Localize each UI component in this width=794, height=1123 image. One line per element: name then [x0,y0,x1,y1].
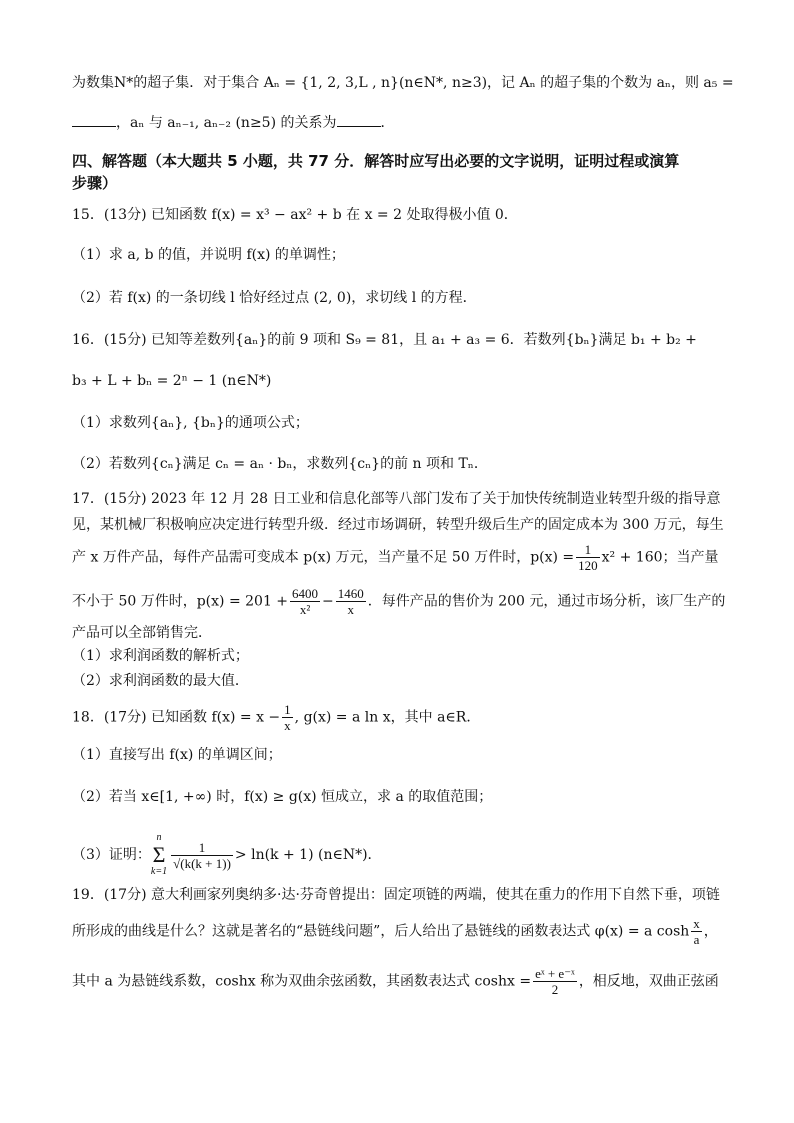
question-17-line-5: 产品可以全部销售完． [72,625,212,641]
text-fragment: （3）证明： [72,847,151,863]
fraction-1-over-x: $\frac{1}{x}$ [284,702,291,733]
text-fragment: ， [703,923,718,940]
fraction-6400-over-x2: $\frac{6400}{\text{x²}}$ [292,586,319,617]
question-19-line-3 [72,966,732,997]
text-fragment: 18．(17分) 已知函数 f(x) = x − [72,709,281,726]
question-16-part-1: （1）求数列{aₙ}, {bₙ}的通项公式； [72,415,309,431]
text-fragment: ，相反地，双曲正弦函 [578,973,719,990]
question-17-line-3 [72,542,732,573]
text-line-1: 为数集N*的超子集．对于集合 Aₙ = {1, 2, 3,L , n}(n∈N*, n≥3)，记 Aₙ 的超子集的个数为 aₙ，则 a₅ = [72,75,734,91]
question-19-line-2 [72,916,732,947]
answer-blank-2[interactable] [337,112,381,127]
fraction-1-over-120: $\frac{1}{120}$ [578,542,598,573]
question-16-part-2: （2）若数列{cₙ}满足 cₙ = aₙ · bₙ，求数列{cₙ}的前 n 项和 Tₙ． [72,456,488,472]
fraction-x-over-a: $\frac{x}{a}$ [693,916,700,947]
question-15-part-2: （2）若 f(x) 的一条切线 l 恰好经过点 (2, 0)，求切线 l 的方程． [72,290,477,306]
question-18-part-2: （2）若当 x∈[1, +∞) 时，f(x) ≥ g(x) 恒成立，求 a 的取值范围； [72,789,493,805]
text-fragment: ．每件产品的售价为 200 元，通过市场分析，该厂生产的 [367,593,726,610]
question-18-part-1: （1）直接写出 f(x) 的单调区间； [72,747,282,763]
question-16-cont: b₃ + L + bₙ = 2ⁿ − 1 (n∈N*) [72,373,272,389]
text-fragment: − [322,593,334,610]
fraction-sqrt: $\frac{1}{√(k(k + 1))}$ [173,839,231,871]
answer-blank-1[interactable] [72,112,116,127]
text-line-2 [72,112,732,134]
text-fragment: x² + 160；当产量 [601,549,719,566]
section-heading-cont: 步骤） [72,174,118,192]
question-18 [72,702,732,733]
question-17-part-1: （1）求利润函数的解析式； [72,648,249,664]
text-fragment: 不小于 50 万件时，p(x) = 201 + [72,593,289,610]
question-18-part-3 [72,832,732,878]
text-fragment: , g(x) = a ln x，其中 a∈R． [294,709,481,726]
fraction-1460-over-x: $\frac{1460}{x}$ [337,586,364,617]
question-16: 16．(15分) 已知等差数列{aₙ}的前 9 项和 S₉ = 81，且 a₁ + a₃ = 6．若数列{bₙ}满足 b₁ + b₂ + [72,332,697,348]
text-fragment: 产 x 万件产品，每件产品需可变成本 p(x) 万元，当产量不足 50 万件时，p(x) = [72,549,575,566]
fraction-cosh: $\frac{\text{eˣ + e⁻ˣ}}{2}$ [535,966,575,997]
question-17-line-2: 见，某机械厂积极响应决定进行转型升级．经过市场调研，转型升级后生产的固定成本为 300 万元，每生 [72,517,724,533]
question-19: 19．(17分) 意大利画家列奥纳多·达·芬奇曾提出：固定项链的两端，使其在重力的作用下自然下垂，项链 [72,887,720,903]
section-heading: 四、解答题（本大题共 5 小题，共 77 分．解答时应写出必要的文字说明，证明过程或演算 [72,152,680,170]
question-15: 15．(13分) 已知函数 f(x) = x³ − ax² + b 在 x = 2 处取得极小值 0． [72,207,518,223]
summation-sign: n Σ k=1 [150,832,168,877]
text-fragment: > ln(k + 1) (n∈N*)． [234,847,382,863]
text-fragment: ，aₙ 与 aₙ₋₁, aₙ₋₂ (n≥5) 的关系为 [116,115,337,131]
text-fragment: 其中 a 为悬链线系数，coshx 称为双曲余弦函数，其函数表达式 coshx = [72,973,532,990]
text-fragment: ． [380,115,395,131]
question-17-line-4 [72,586,732,617]
question-17-part-2: （2）求利润函数的最大值． [72,673,249,689]
text-fragment: 所形成的曲线是什么？这就是著名的“悬链线问题”，后人给出了悬链线的函数表达式 φ(x) = a cosh [72,923,690,940]
question-15-part-1: （1）求 a, b 的值，并说明 f(x) 的单调性； [72,247,345,263]
question-17: 17．(15分) 2023 年 12 月 28 日工业和信息化部等八部门发布了关于加快传统制造业转型升级的指导意 [72,491,721,507]
